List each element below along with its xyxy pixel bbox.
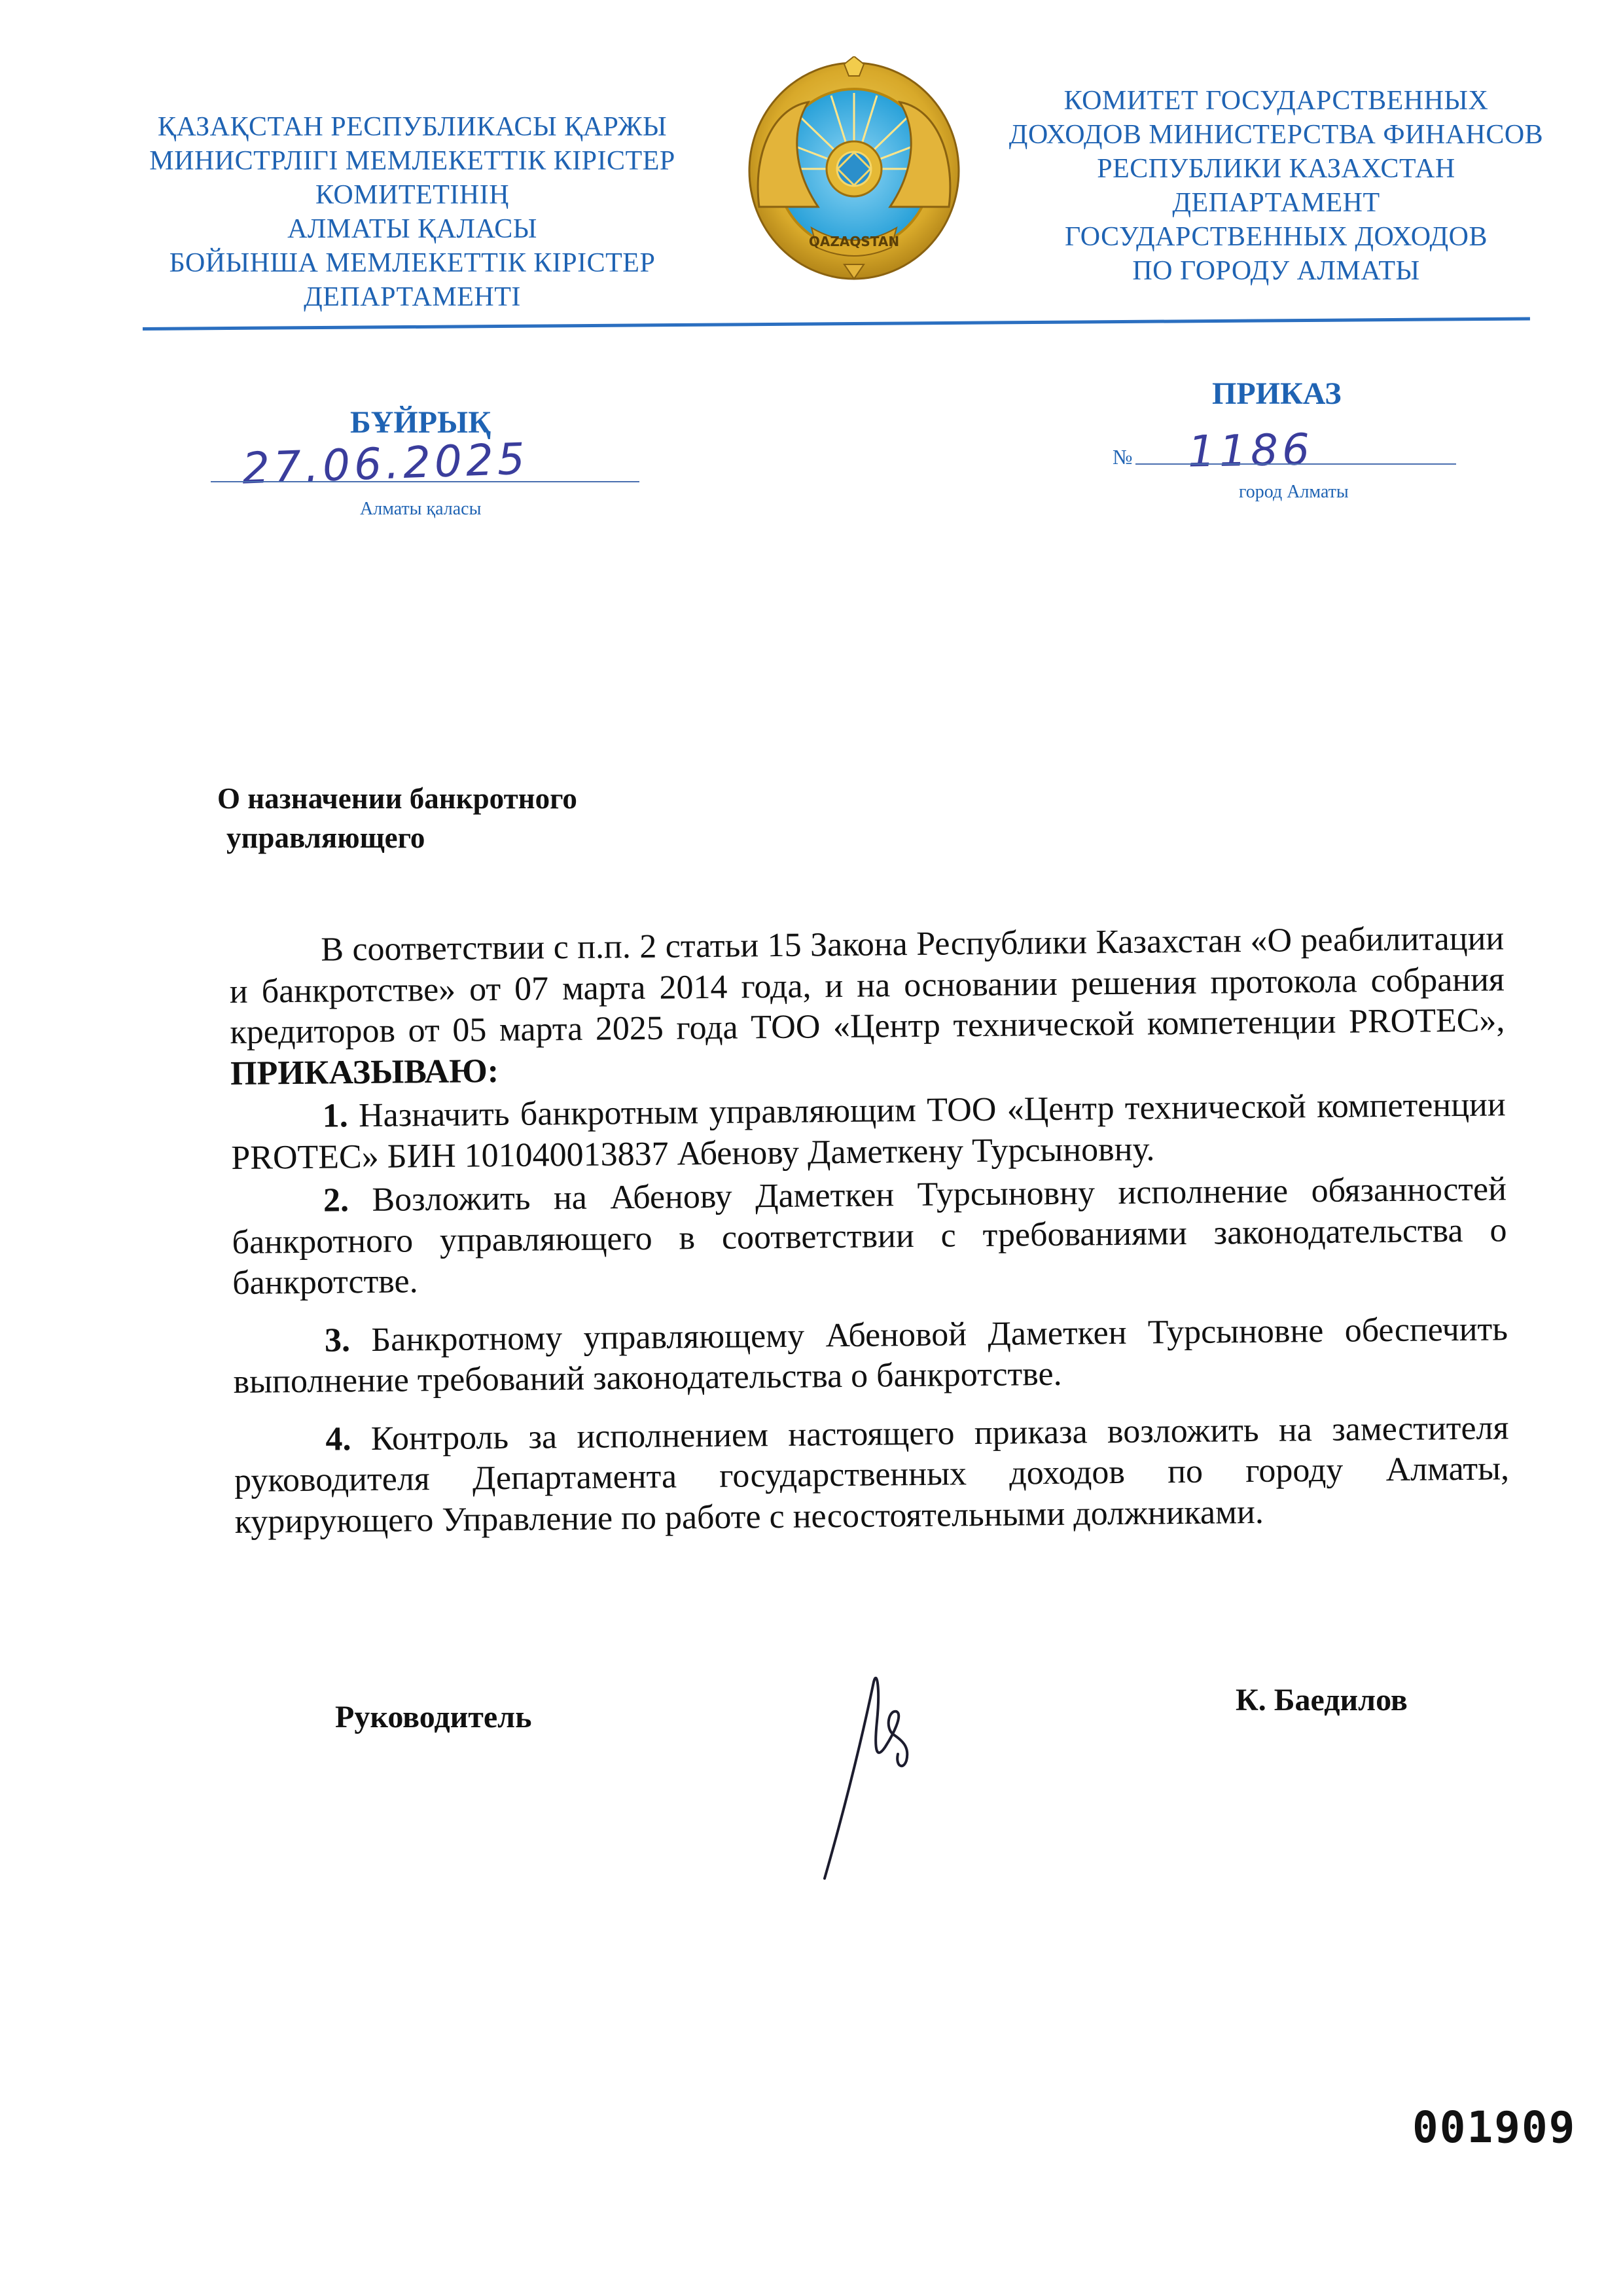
header-kz-organization bbox=[124, 110, 700, 314]
place-kz: Алматы қаласы bbox=[360, 499, 482, 519]
order-item-number: 2. bbox=[323, 1181, 349, 1219]
header-kz-line: ҚАЗАҚСТАН РЕСПУБЛИКАСЫ ҚАРЖЫ bbox=[157, 112, 668, 142]
doc-type-ru: ПРИКАЗ bbox=[1212, 376, 1342, 411]
order-item bbox=[232, 1169, 1508, 1304]
header-ru-line: ДЕПАРТАМЕНТ bbox=[1172, 188, 1380, 218]
order-item-number: 3. bbox=[324, 1321, 351, 1359]
serial-number: 001909 bbox=[1412, 2102, 1577, 2153]
handwritten-signature-icon bbox=[812, 1649, 942, 1885]
order-item-text: Назначить банкротным управляющим ТОО «Центр технической компетенции PROTEC» БИН 101040013837 Абенову Даметкену Турсыновну. bbox=[231, 1086, 1506, 1177]
order-body bbox=[229, 918, 1510, 1545]
state-emblem-icon bbox=[746, 56, 962, 282]
subject-line: О назначении банкротного bbox=[217, 782, 577, 815]
header-kz-line: КОМИТЕТІНІҢ bbox=[315, 180, 510, 210]
order-item-text: Возложить на Абенову Даметкен Турсыновну исполнение обязанностей банкротного управляющего в соответствии с требованиями законодательства о банкротстве. bbox=[232, 1170, 1507, 1302]
order-item-text: Контроль за исполнением настоящего приказа возложить на заместителя руководителя Департамента государственных доходов по городу Алматы, курирующего Управление по работе с несостоятельными должниками. bbox=[234, 1408, 1510, 1541]
header-kz-line: ДЕПАРТАМЕНТІ bbox=[304, 282, 521, 312]
header-kz-line: МИНИСТРЛІГІ МЕМЛЕКЕТТІК КІРІСТЕР bbox=[149, 146, 675, 176]
header-ru-line: ДОХОДОВ МИНИСТЕРСТВА ФИНАНСОВ bbox=[1008, 120, 1544, 150]
header-divider bbox=[143, 317, 1530, 331]
order-item-number: 1. bbox=[322, 1097, 348, 1135]
handwritten-number: 1186 bbox=[1187, 424, 1314, 477]
header-ru-line: КОМИТЕТ ГОСУДАРСТВЕННЫХ bbox=[1063, 86, 1489, 116]
emblem-text: QAZAQSTAN bbox=[808, 234, 900, 249]
header-ru-organization bbox=[988, 84, 1564, 288]
preamble-paragraph bbox=[229, 918, 1505, 1094]
header-ru-line: ГОСУДАРСТВЕННЫХ ДОХОДОВ bbox=[1065, 222, 1488, 252]
number-sign: № bbox=[1113, 445, 1133, 469]
header-kz-line: БОЙЫНША МЕМЛЕКЕТТІК КІРІСТЕР bbox=[169, 248, 656, 278]
order-item-number: 4. bbox=[325, 1420, 351, 1458]
header-ru-line: РЕСПУБЛИКИ КАЗАХСТАН bbox=[1097, 154, 1455, 184]
subject-line: управляющего bbox=[226, 821, 425, 854]
doc-type-kz: БҰЙРЫҚ bbox=[350, 405, 491, 440]
number-underline bbox=[1135, 463, 1456, 465]
document-subject bbox=[217, 779, 577, 857]
order-item-text: Банкротному управляющему Абеновой Даметкен Турсыновне обеспечить выполнение требований законодательства о банкротстве. bbox=[233, 1310, 1508, 1401]
signatory-title: Руководитель bbox=[335, 1700, 532, 1734]
handwritten-date: 27.06.2025 bbox=[241, 433, 530, 494]
preamble-text: В соответствии с п.п. 2 статьи 15 Закона Республики Казахстан «О реабилитации и банкротстве» от 07 марта 2014 года, и на основании решения протокола собрания кредиторов от 05 марта 2025 года ТОО «Центр технической компетенции PROTEC», bbox=[229, 920, 1505, 1051]
order-word: ПРИКАЗЫВАЮ: bbox=[230, 1052, 499, 1092]
order-item bbox=[234, 1408, 1510, 1543]
header-kz-line: АЛМАТЫ ҚАЛАСЫ bbox=[287, 214, 537, 244]
order-item bbox=[233, 1309, 1508, 1403]
header-ru-line: ПО ГОРОДУ АЛМАТЫ bbox=[1132, 256, 1420, 286]
order-item bbox=[230, 1085, 1506, 1179]
date-underline bbox=[211, 481, 639, 482]
place-ru: город Алматы bbox=[1239, 482, 1349, 502]
signatory-name: К. Баедилов bbox=[1236, 1683, 1408, 1717]
